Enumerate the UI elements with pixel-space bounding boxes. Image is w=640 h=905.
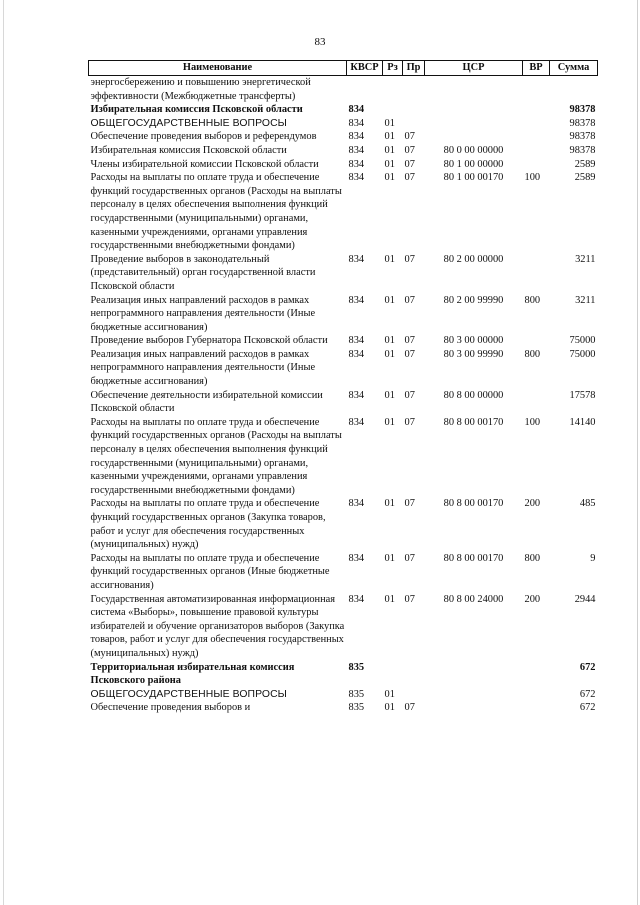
cell-name: Проведение выборов в законодательный (представительный) орган государственной власти Псковской области (90, 253, 316, 292)
cell-rz: 01 (384, 348, 395, 360)
cell-sum: 98378 (569, 117, 596, 129)
cell-csr: 80 8 00 00170 (443, 552, 504, 564)
table-row (89, 552, 598, 593)
cell-vr: 800 (524, 294, 541, 306)
cell-sum: 14140 (569, 416, 596, 428)
table-row (89, 661, 598, 688)
cell-pr: 07 (404, 498, 415, 510)
cell-sum: 98378 (569, 104, 596, 116)
cell-kvsr: 834 (348, 389, 365, 401)
table-row (89, 144, 598, 158)
cell-kvsr: 834 (348, 104, 365, 116)
cell-sum: 672 (579, 702, 596, 714)
cell-sum: 3211 (575, 253, 596, 265)
header-kvsr: КВСР (347, 61, 383, 76)
cell-name: Обеспечение проведения выборов и (90, 702, 251, 714)
cell-csr (425, 76, 523, 104)
cell-sum: 75000 (569, 335, 596, 347)
cell-pr: 07 (404, 416, 415, 428)
cell-vr: 800 (524, 348, 541, 360)
cell-rz: 01 (384, 593, 395, 605)
cell-pr: 07 (404, 172, 415, 184)
cell-kvsr: 834 (348, 335, 365, 347)
cell-csr: 80 2 00 00000 (443, 253, 504, 265)
cell-kvsr: 835 (348, 661, 365, 673)
cell-kvsr: 834 (348, 498, 365, 510)
cell-vr (523, 158, 550, 172)
cell-csr (425, 130, 523, 144)
table-row (89, 688, 598, 702)
cell-csr: 80 2 00 99990 (443, 294, 504, 306)
cell-name: Реализация иных направлений расходов в рамках непрограммного направления деятельности (Иные бюджетные ассигнования) (90, 294, 316, 333)
cell-pr: 07 (404, 702, 415, 714)
cell-sum: 485 (579, 498, 596, 510)
cell-sum: 98378 (569, 144, 596, 156)
cell-csr: 80 0 00 00000 (443, 144, 504, 156)
cell-name: Реализация иных направлений расходов в рамках непрограммного направления деятельности (Иные бюджетные ассигнования) (90, 348, 316, 388)
cell-name: ОБЩЕГОСУДАРСТВЕННЫЕ ВОПРОСЫ (90, 117, 287, 129)
cell-pr: 07 (404, 294, 415, 306)
cell-kvsr: 834 (348, 552, 365, 564)
cell-kvsr: 834 (348, 253, 365, 265)
cell-sum: 2589 (574, 172, 596, 184)
header-pr: Пр (403, 61, 425, 76)
table-row (89, 701, 598, 715)
cell-vr (523, 701, 550, 715)
cell-sum: 17578 (569, 389, 596, 401)
table-row (89, 130, 598, 144)
table-row (89, 416, 598, 498)
cell-sum: 9 (590, 552, 596, 564)
cell-kvsr: 835 (348, 688, 365, 700)
table-row (89, 158, 598, 172)
table-row (89, 103, 598, 117)
header-name: Наименование (89, 61, 347, 76)
cell-csr: 80 8 00 00000 (443, 389, 504, 401)
cell-vr (523, 389, 550, 416)
cell-pr: 07 (404, 131, 415, 143)
cell-pr: 07 (404, 158, 415, 170)
cell-pr: 07 (404, 389, 415, 401)
cell-rz (383, 661, 403, 688)
cell-rz: 01 (384, 416, 395, 428)
cell-rz: 01 (384, 144, 395, 156)
table-header (89, 61, 598, 76)
cell-kvsr: 834 (348, 158, 365, 170)
header-csr: ЦСР (425, 61, 523, 76)
cell-rz: 01 (384, 688, 395, 700)
cell-rz: 01 (384, 335, 395, 347)
cell-sum: 672 (579, 688, 596, 700)
cell-vr (523, 130, 550, 144)
cell-vr: 100 (524, 416, 541, 428)
cell-pr: 07 (404, 552, 415, 564)
cell-vr: 200 (524, 593, 541, 605)
cell-sum: 75000 (569, 348, 596, 360)
table-row (89, 334, 598, 348)
cell-vr (523, 76, 550, 104)
cell-kvsr: 834 (348, 144, 365, 156)
cell-csr (425, 117, 523, 131)
cell-csr: 80 8 00 00170 (443, 498, 504, 510)
cell-name: Обеспечение проведения выборов и референдумов (90, 131, 317, 143)
cell-rz: 01 (384, 702, 395, 714)
cell-csr: 80 1 00 00000 (443, 158, 504, 170)
cell-rz (383, 103, 403, 117)
cell-sum: 2589 (574, 158, 596, 170)
cell-kvsr: 834 (348, 117, 365, 129)
cell-pr: 07 (404, 144, 415, 156)
table-row (89, 117, 598, 131)
cell-rz: 01 (384, 117, 395, 129)
table-body (89, 76, 598, 715)
cell-pr (403, 117, 425, 131)
cell-name: Расходы на выплаты по оплате труда и обеспечение функций государственных органов (Расходы на выплаты персоналу в целях обеспечения выполнения функций государственными (муниципальными) органами, казенными учреждениями, органами управления государственными внебюджетными фондами) (90, 172, 342, 252)
cell-csr: 80 3 00 00000 (443, 335, 504, 347)
cell-name: Территориальная избирательная комиссия Псковского района (90, 661, 295, 687)
cell-vr: 200 (524, 498, 541, 510)
cell-sum (550, 76, 598, 104)
header-rz: Рз (383, 61, 403, 76)
cell-pr: 07 (404, 348, 415, 360)
cell-sum: 98378 (569, 131, 596, 143)
table-row (89, 253, 598, 294)
cell-name: Расходы на выплаты по оплате труда и обеспечение функций государственных органов (Расходы на выплаты персоналу в целях обеспечения выполнения функций государственными (муниципальными) органами, казенными учреждениями, органами управления государственными внебюджетными фондами) (90, 416, 342, 496)
cell-name: ОБЩЕГОСУДАРСТВЕННЫЕ ВОПРОСЫ (90, 688, 287, 700)
cell-csr: 80 3 00 99990 (443, 348, 504, 360)
cell-vr (523, 103, 550, 117)
cell-kvsr: 834 (348, 172, 365, 184)
cell-pr (403, 661, 425, 688)
table-row (89, 389, 598, 416)
cell-kvsr: 834 (348, 348, 365, 360)
cell-name: Обеспечение деятельности избирательной комиссии Псковской области (90, 389, 323, 415)
budget-table (88, 60, 598, 715)
scan-edge-right (637, 0, 638, 905)
cell-rz: 01 (384, 389, 395, 401)
cell-vr (523, 688, 550, 702)
cell-rz: 01 (384, 294, 395, 306)
scan-edge-left (3, 0, 4, 905)
table-row (89, 76, 598, 104)
cell-name: Избирательная комиссия Псковской области (90, 144, 287, 156)
cell-csr (425, 661, 523, 688)
cell-kvsr: 834 (348, 294, 365, 306)
cell-kvsr: 834 (348, 131, 365, 143)
table-row (89, 348, 598, 389)
cell-kvsr: 835 (348, 702, 365, 714)
cell-kvsr: 834 (348, 416, 365, 428)
cell-csr: 80 8 00 24000 (443, 593, 504, 605)
cell-name: Расходы на выплаты по оплате труда и обеспечение функций государственных органов (Закупка товаров, работ и услуг для обеспечения государственных (муниципальных) нужд) (90, 498, 326, 551)
cell-name: Государственная автоматизированная информационная система «Выборы», повышение правовой культуры избирателей и обучение организаторов выборов (Закупка товаров, работ и услуг для обеспечения государственных (муниципальных) нужд) (90, 593, 345, 659)
cell-name: Расходы на выплаты по оплате труда и обеспечение функций государственных органов (Иные бюджетные ассигнования) (90, 552, 330, 591)
cell-pr: 07 (404, 593, 415, 605)
table-row (89, 171, 598, 253)
cell-vr (523, 334, 550, 348)
cell-vr (523, 253, 550, 294)
cell-pr (403, 103, 425, 117)
header-sum: Сумма (550, 61, 598, 76)
cell-pr: 07 (404, 335, 415, 347)
cell-vr: 800 (524, 552, 541, 564)
header-vr: ВР (523, 61, 550, 76)
cell-vr (523, 117, 550, 131)
cell-csr (425, 701, 523, 715)
cell-vr (523, 144, 550, 158)
cell-pr (403, 688, 425, 702)
cell-rz: 01 (384, 552, 395, 564)
cell-csr (425, 103, 523, 117)
cell-pr (403, 76, 425, 104)
cell-kvsr (347, 76, 383, 104)
cell-sum: 3211 (575, 294, 596, 306)
cell-name: Члены избирательной комиссии Псковской области (90, 158, 319, 170)
cell-rz (383, 76, 403, 104)
cell-sum: 2944 (574, 593, 596, 605)
page-number: 83 (314, 36, 326, 48)
cell-name: Избирательная комиссия Псковской области (90, 104, 303, 116)
cell-name: Проведение выборов Губернатора Псковской области (90, 335, 328, 347)
cell-vr: 100 (524, 172, 541, 184)
cell-rz: 01 (384, 131, 395, 143)
cell-sum: 672 (579, 661, 596, 673)
cell-csr (425, 688, 523, 702)
table-row (89, 497, 598, 551)
cell-vr (523, 661, 550, 688)
cell-rz: 01 (384, 253, 395, 265)
table-row (89, 294, 598, 335)
cell-rz: 01 (384, 158, 395, 170)
cell-pr: 07 (404, 253, 415, 265)
cell-csr: 80 8 00 00170 (443, 416, 504, 428)
cell-csr: 80 1 00 00170 (443, 172, 504, 184)
cell-rz: 01 (384, 172, 395, 184)
cell-name: энергосбережению и повышению энергетической эффективности (Межбюджетные трансферты) (90, 77, 311, 102)
table-row (89, 593, 598, 661)
cell-rz: 01 (384, 498, 395, 510)
cell-kvsr: 834 (348, 593, 365, 605)
